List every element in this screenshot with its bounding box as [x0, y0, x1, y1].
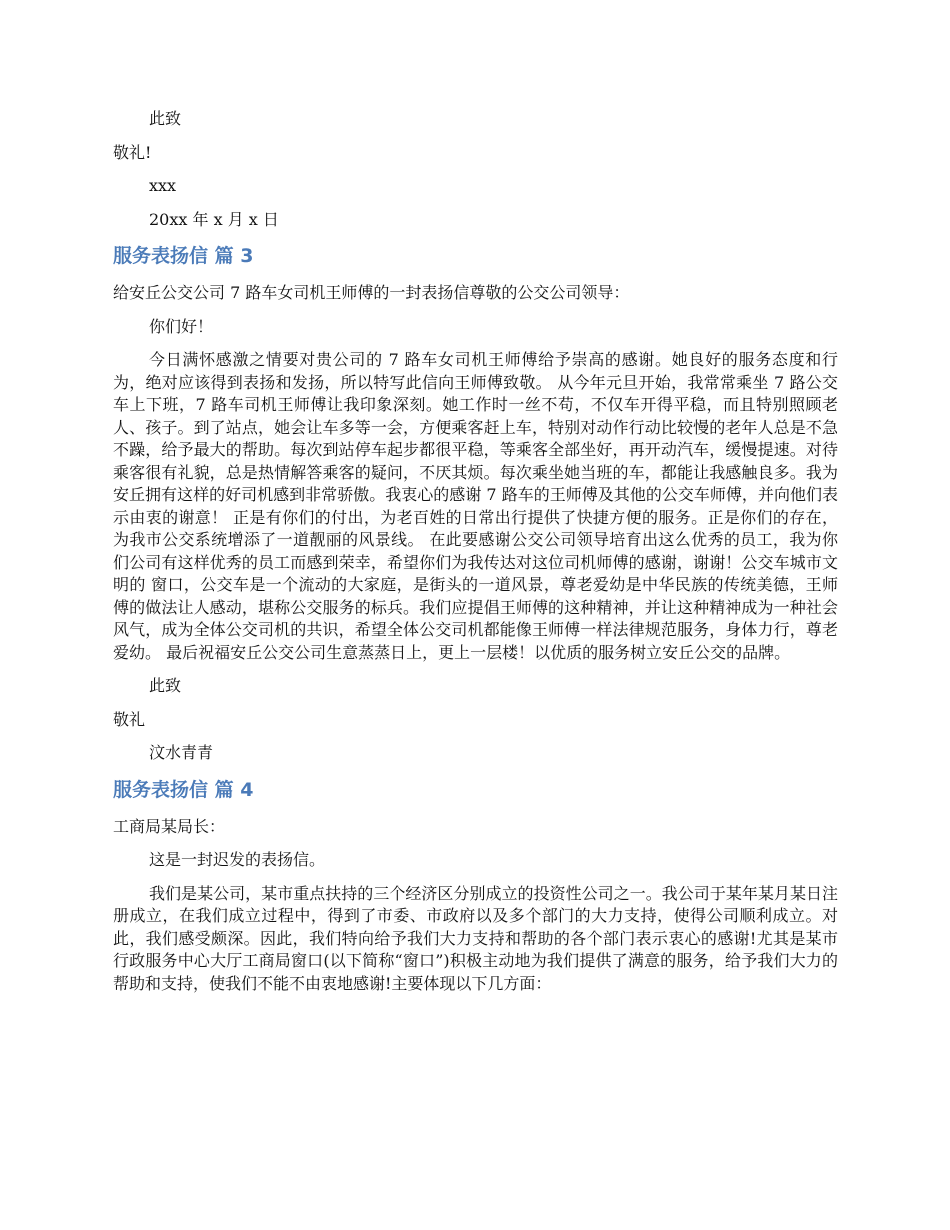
- letter-title-line: 给安丘公交公司 7 路车女司机王师傅的一封表扬信尊敬的公交公司领导：: [113, 283, 630, 302]
- date-text: 20xx 年 x 月 x 日: [149, 209, 279, 229]
- letter-body-paragraph: 我们是某公司，某市重点扶持的三个经济区分别成立的投资性公司之一。我公司于某年某月某日注册成立，在我们成立过程中，得到了市委、市政府以及多个部门的大力支持，使得公司顺利成立。对此，我们感受颇深。因此，我们特向给予我们大力支持和帮助的各个部门表示衷心的感谢!尤其是某市行政服务中心大厅工商局窗口(以下简称“窗口”)积极主动地为我们提供了满意的服务，给予我们大力的帮助和支持，使我们不能不由衷地感谢!主要体现以下几方面：: [113, 883, 838, 993]
- section-heading-4: 服务表扬信 篇 4: [113, 778, 254, 801]
- section-heading-3: 服务表扬信 篇 3: [113, 245, 254, 267]
- signature-text: 汶水青青: [149, 743, 214, 762]
- greeting-text: 你们好！: [149, 316, 214, 336]
- salute-text: 敬礼: [113, 709, 146, 729]
- closing-text: 此致: [149, 109, 182, 128]
- salute-text: 敬礼!: [113, 142, 152, 162]
- closing-text: 此致: [149, 676, 182, 695]
- signature-text: xxx: [149, 176, 177, 195]
- document-page: [113, 108, 838, 995]
- intro-text: 这是一封迟发的表扬信。: [149, 850, 326, 869]
- addressee-text: 工商局某局长：: [113, 816, 226, 836]
- letter-body-paragraph: 今日满怀感激之情要对贵公司的 7 路车女司机王师傅给予崇高的感谢。她良好的服务态度和行为，绝对应该得到表扬和发扬，所以特写此信向王师傅致敬。 从今年元旦开始，我常常乘坐 7 路公交车上下班，7 路车司机王师傅让我印象深刻。她工作时一丝不苟，不仅车开得平稳，而且特别照顾老人、孩子。到了站点，她会让车多等一会，方便乘客赶上车，特别对动作行动比较慢的老年人总是不急不躁，给予最大的帮助。每次到站停车起步都很平稳，等乘客全部坐好，再开动汽车，缓慢提速。对待乘客很有礼貌，总是热情解答乘客的疑问，不厌其烦。每次乘坐她当班的车，都能让我感触良多。我为安丘拥有这样的好司机感到非常骄傲。我衷心的感谢 7 路车的王师傅及其他的公交车师傅，并向他们表示由衷的谢意！ 正是有你们的付出，为老百姓的日常出行提供了快捷方便的服务。正是你们的存在，为我市公交系统增添了一道靓丽的风景线。 在此要感谢公交公司领导培育出这么优秀的员工，我为你们公司有这样优秀的员工而感到荣幸，希望你们为我传达对这位司机师傅的感谢，谢谢！公交车城市文明的 窗口，公交车是一个流动的大家庭，是街头的一道风景，尊老爱幼是中华民族的传统美德，王师傅的做法让人感动，堪称公交服务的标兵。我们应提倡王师傅的这种精神，并让这种精神成为一种社会风气，成为全体公交司机的共识，希望全体公交司机都能像王师傅一样法律规范服务，身体力行，尊老爱幼。 最后祝福安丘公交公司生意蒸蒸日上，更上一层楼！以优质的服务树立安丘公交的品牌。: [113, 350, 838, 662]
